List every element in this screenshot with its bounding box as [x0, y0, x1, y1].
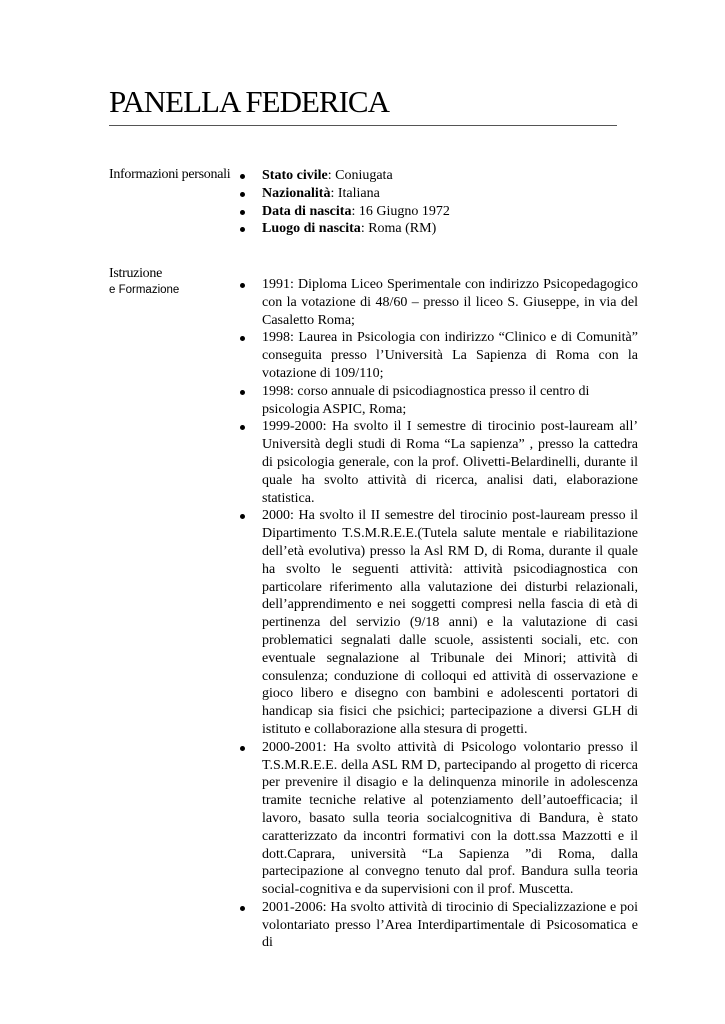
field-key: Nazionalità: [262, 185, 331, 201]
field-key: Stato civile: [262, 168, 328, 183]
list-item: [262, 185, 638, 203]
title-divider: [109, 125, 617, 126]
list-item: 1999-2000: Ha svolto il I semestre di tirocinio post-lauream all’ Università degli studi di Roma “La sapienza” , presso la cattedra di psicologia generale, con la prof. Olivetti-Belardinelli, durante il quale ha svolto attività di ricerca, analisi dati, elaborazione statistica.: [262, 419, 638, 506]
list-item: 1998: Laurea in Psicologia con indirizzo “Clinico e di Comunità” conseguita presso l’Università La Sapienza di Roma con la votazione di 109/110;: [262, 330, 638, 381]
list-item: 1991: Diploma Liceo Sperimentale con indirizzo Psicopedagogico con la votazione di 48/60 – presso il liceo S. Giuseppe, in via del Casaletto Roma;: [262, 277, 638, 328]
list-item: [262, 167, 638, 185]
page-title: PANELLA FEDERICA: [109, 84, 389, 119]
education-list: [262, 276, 638, 952]
field-key: Luogo di nascita: [262, 221, 361, 237]
list-item: 1998: corso annuale di psicodiagnostica presso il centro di psicologia ASPIC, Roma;: [262, 383, 638, 419]
field-value: : 16 Giugno 1972: [351, 203, 450, 219]
list-item: [262, 220, 638, 238]
section-label-education: [109, 266, 179, 298]
section-label-education-text: Istruzione: [109, 266, 162, 281]
field-value: : Coniugata: [327, 168, 393, 183]
section-label-personal: [109, 167, 230, 183]
section-sublabel-education: e Formazione: [109, 284, 180, 296]
list-item: [262, 203, 638, 221]
field-value: : Italiana: [330, 185, 380, 201]
field-key: Data di nascita: [262, 203, 352, 219]
personal-info-list: [262, 167, 638, 238]
section-label-personal-text: Informazioni personali: [109, 167, 231, 182]
field-value: : Roma (RM): [360, 221, 437, 237]
list-item: 2000-2001: Ha svolto attività di Psicologo volontario presso il T.S.M.R.E.E. della ASL RM D, partecipando al progetto di ricerca per prevenire il disagio e la delinquenza minorile in adolescenza tramite tecniche relative al potenziamento dell’autoefficacia; il lavoro, basato sulla teoria socialcognitiva di Bandura, è stato caratterizzato da incontri formativi con la dott.ssa Mazzotti e il dott.Caprara, università “La Sapienza ”di Roma, dalla partecipazione al convegno tenuto dal prof. Bandura sulla teoria social-cognitiva e da supervisioni con il prof. Muscetta.: [262, 739, 638, 898]
list-item: 2001-2006: Ha svolto attività di tirocinio di Specializzazione e poi volontariato presso l’Area Interdipartimentale di Psicosomatica e di: [262, 899, 638, 951]
list-item: 2000: Ha svolto il II semestre del tirocinio post-lauream presso il Dipartimento T.S.M.R.E.E.(Tutela salute mentale e riabilitazione dell’età evolutiva) presso la Asl RM D, di Roma, durante il quale ha svolto le seguenti attività: attività psicodiagnostica con particolare riferimento alla valutazione dei disturbi relazionali, dell’apprendimento e nei soggetti compresi nella fascia di età di pertinenza del servizio (9/18 anni) e la valutazione di casi problematici segnalati dalle scuole, assistenti sociali, etc. con eventuale segnalazione al Tribunale dei Minori; attività di consulenza; conduzione di colloqui ed attività di osservazione e gioco libero e disegno con bambini e adolescenti portatori di handicap sia fisici che psichici; partecipazione a diversi GLH di istituto e collaborazione alla stesura di progetti.: [262, 508, 638, 737]
